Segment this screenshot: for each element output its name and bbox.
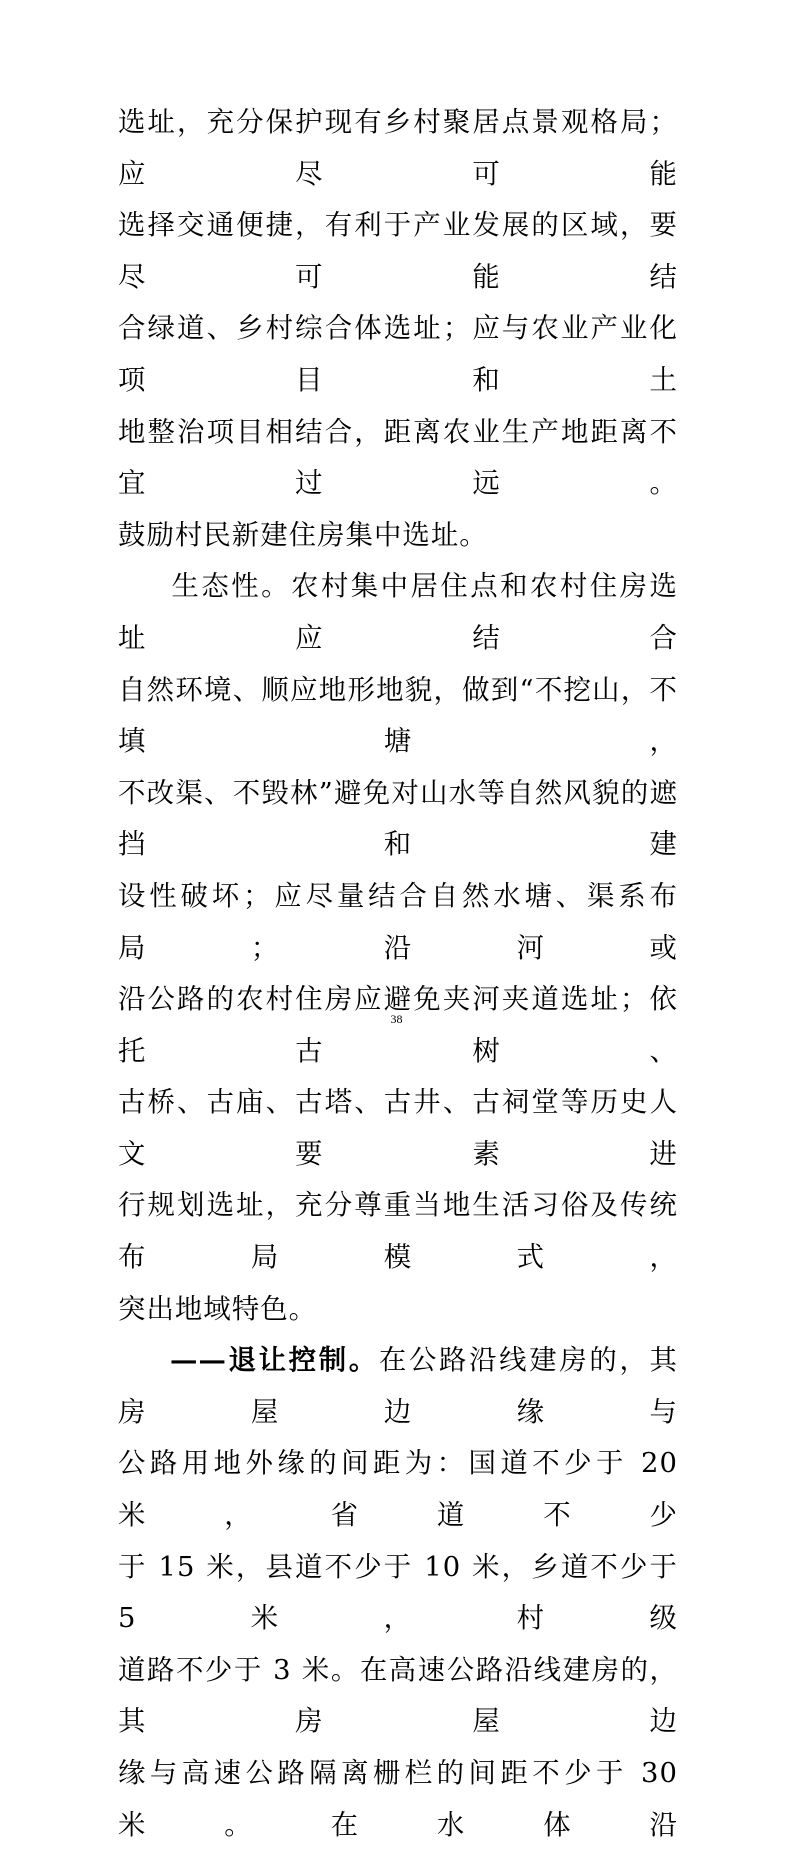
page-number: 38	[390, 1012, 403, 1026]
section-lead-title: 退让控制。	[226, 1344, 379, 1377]
text-line: 古桥、古庙、古塔、古井、古祠堂等历史人文要素进	[118, 1087, 678, 1170]
paragraph-setback-control	[118, 1335, 678, 1851]
paragraph-ecology	[118, 561, 678, 1335]
text-line: 自然环境、顺应地形地貌，做到“不挖山，不填塘，	[118, 674, 678, 758]
text-line: 合绿道、乡村综合体选址；应与农业产业化项目和土	[118, 313, 678, 396]
text-line: 于 15 米，县道不少于 10 米，乡道不少于 5 米，村级	[118, 1551, 678, 1635]
text-line: 沿公路的农村住房应避免夹河夹道选址；依托古树、	[118, 984, 678, 1067]
text-line: 地整治项目相结合，距离农业生产地距离不宜过远。	[118, 416, 678, 500]
text-line: 选择交通便捷，有利于产业发展的区域，要尽可能结	[118, 210, 678, 293]
text-line	[118, 1335, 678, 1438]
text-line: 缘与高速公路隔离栅栏的间距不少于 30 米。在水体沿	[118, 1758, 678, 1841]
text-line: 不改渠、不毁林”避免对山水等自然风貌的遮挡和建	[118, 777, 678, 861]
text-line: 道路不少于 3 米。在高速公路沿线建房的，其房屋边	[118, 1654, 678, 1738]
text-line: 公路用地外缘的间距为：国道不少于 20 米，省道不少	[118, 1448, 678, 1532]
text-line-content: 生态性。农村集中居住点和农村住房选址应结合	[118, 571, 678, 654]
text-line	[118, 561, 678, 664]
text-line: 行规划选址，充分尊重当地生活习俗及传统布局模式，	[118, 1190, 678, 1274]
text-line: 选址，充分保护现有乡村聚居点景观格局；应尽可能	[118, 107, 678, 190]
text-line: 鼓励村民新建住房集中选址。	[118, 519, 488, 551]
text-line: 设性破坏；应尽量结合自然水塘、渠系布局；沿河或	[118, 880, 678, 964]
paragraph-site-selection	[118, 97, 678, 561]
document-body	[118, 97, 678, 1851]
text-line-content: 在公路沿线建房的，其房屋边缘与	[118, 1345, 678, 1428]
em-dash-lead: ——	[170, 1344, 227, 1377]
text-line: 突出地域特色。	[118, 1293, 318, 1325]
